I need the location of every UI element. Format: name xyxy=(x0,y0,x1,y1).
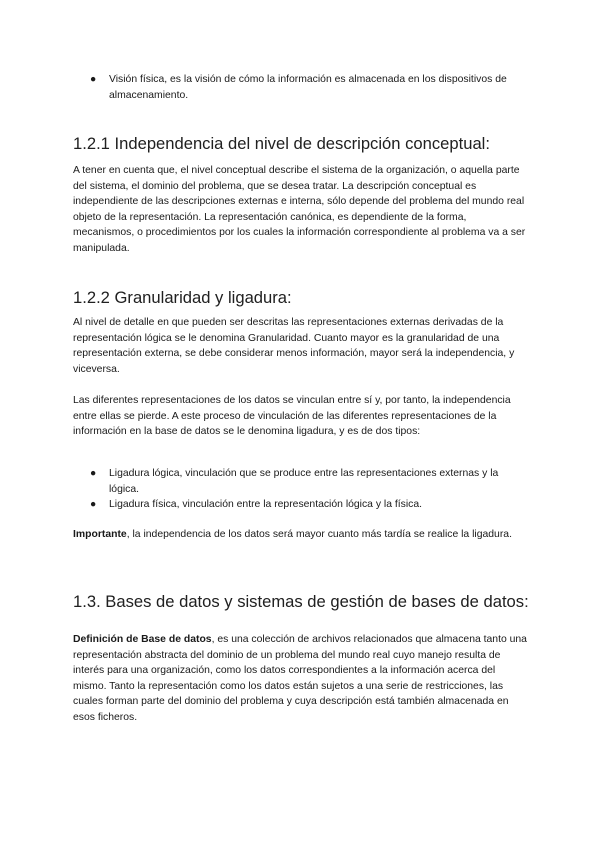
important-label: Importante xyxy=(73,529,127,540)
definition-label: Definición de Base de datos xyxy=(73,634,212,645)
ligadura-paragraph: Las diferentes representaciones de los datos se vinculan entre sí y, por tanto, la independencia entre ellas se pierde. A este proceso de vinculación de las diferentes representaciones de la información en la base de datos se le denomina ligadura, y es de dos tipos: xyxy=(73,395,511,438)
definition-text: , es una colección de archivos relacionados que almacena tanto una representación abstracta del dominio de un problema del mundo real cuyo manejo resulta de interés para una organización, como los datos correspondientes a la información acerca del mismo. Tanto la representación como los datos están sujetos a una serie de restricciones, las cuales forman parte del dominio del problema y cuya descripción está también almacenada en esos ficheros. xyxy=(73,634,527,723)
list-item xyxy=(73,72,529,103)
bullet-icon: ● xyxy=(90,468,97,479)
bullet-list-top xyxy=(73,72,529,103)
list-item-text: Ligadura lógica, vinculación que se produce entre las representaciones externas y la lógica. xyxy=(109,468,499,495)
list-item-text: Visión física, es la visión de cómo la información es almacenada en los dispositivos de almacenamiento. xyxy=(109,74,507,101)
definition-paragraph xyxy=(73,632,529,726)
list-item xyxy=(73,497,529,513)
list-item-text: Ligadura física, vinculación entre la representación lógica y la física. xyxy=(109,499,423,511)
important-note xyxy=(73,527,529,543)
granularidad-paragraph: Al nivel de detalle en que pueden ser descritas las representaciones externas derivadas de la representación lógica se le denomina Granularidad. Cuanto mayor es la granularidad de una representación externa, se debe considerar menos información, mayor será la independencia, y viceversa. xyxy=(73,317,515,375)
section-1-2-1-paragraph: A tener en cuenta que, el nivel conceptual describe el sistema de la organización, o aquella parte del sistema, el dominio del problema, que se desea tratar. La descripción conceptual es independiente de las descripciones externas e interna, sólo depende del problema del mundo real objeto de la representación. La representación canónica, es dependiente de la forma, mecanismos, o procedimientos por los cuales la información correspondiente al problema va a ser manipulada. xyxy=(73,165,526,254)
bullet-icon: ● xyxy=(90,74,97,85)
important-text: , la independencia de los datos será mayor cuanto más tardía se realice la ligadura. xyxy=(126,529,512,540)
ligadura-types-list xyxy=(73,466,529,513)
list-item xyxy=(73,466,529,497)
section-heading-1-2-2: 1.2.2 Granularidad y ligadura: xyxy=(73,288,292,307)
bullet-icon: ● xyxy=(90,499,97,511)
section-heading-1-2-1: 1.2.1 Independencia del nivel de descripción conceptual: xyxy=(73,134,490,153)
section-heading-1-3: 1.3. Bases de datos y sistemas de gestión de bases de datos: xyxy=(73,592,529,611)
